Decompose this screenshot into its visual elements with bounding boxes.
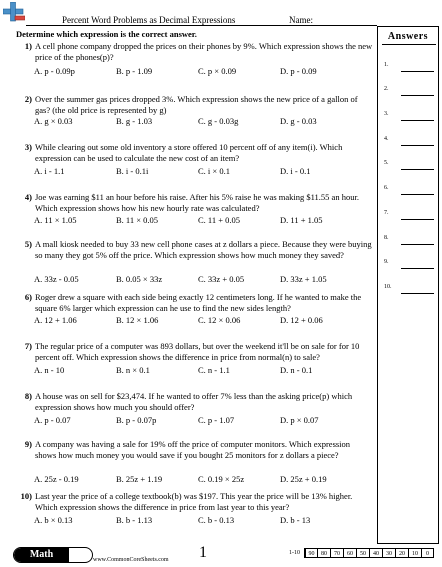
- answer-blank[interactable]: [401, 293, 434, 294]
- answers-panel: [377, 26, 439, 544]
- subject-label: Math: [14, 548, 69, 562]
- score-cell: 0: [422, 548, 434, 558]
- question-number: 5): [24, 239, 32, 249]
- name-label: Name:: [289, 15, 313, 25]
- answer-number: 6.: [384, 185, 389, 191]
- answers-title-divider: [382, 44, 436, 45]
- answer-options: [34, 166, 374, 177]
- option-b[interactable]: B. n × 0.1: [116, 365, 150, 375]
- option-d[interactable]: D. 11 + 1.05: [280, 215, 323, 225]
- answer-options: [34, 116, 374, 127]
- question-number: 10): [20, 491, 32, 501]
- worksheet-title: Percent Word Problems as Decimal Expressions: [62, 15, 236, 25]
- question-text: While clearing out some old inventory a store offered 10 percent off of any item(i). Which expression can be used to calculate the new cost of an item?: [35, 142, 343, 163]
- option-a[interactable]: A. n - 10: [34, 365, 65, 375]
- answer-blank[interactable]: [401, 95, 434, 96]
- question-text: Last year the price of a college textbook(b) was $197. This year the price will be 13% higher. Which expression shows the difference in price from last year to this year?: [35, 491, 353, 512]
- plus-minus-logo-icon: [3, 2, 25, 22]
- score-cell: 30: [383, 548, 396, 558]
- option-c[interactable]: C. b - 0.13: [198, 515, 235, 525]
- option-b[interactable]: B. 11 × 0.05: [116, 215, 159, 225]
- question-number: 7): [24, 341, 32, 351]
- answer-options: [34, 215, 374, 226]
- option-b[interactable]: B. 25z + 1.19: [116, 474, 163, 484]
- score-cell: 60: [344, 548, 357, 558]
- option-d[interactable]: D. p - 0.09: [280, 66, 317, 76]
- instructions: Determine which expression is the correct answer.: [16, 29, 197, 39]
- answers-title: Answers: [387, 31, 429, 42]
- answer-blank[interactable]: [401, 120, 434, 121]
- answer-line-8[interactable]: [384, 235, 436, 246]
- answer-number: 4.: [384, 136, 389, 142]
- option-d[interactable]: D. p × 0.07: [280, 415, 319, 425]
- answer-line-9[interactable]: [384, 259, 436, 270]
- question-text: Joe was earning $11 an hour before his raise. After his 5% raise he was making $11.55 an hour. Which expression shows how his new hourly rate was calculated?: [35, 192, 359, 213]
- answer-blank[interactable]: [401, 145, 434, 146]
- answer-line-5[interactable]: [384, 160, 436, 171]
- option-d[interactable]: D. b - 13: [280, 515, 311, 525]
- option-a[interactable]: A. b × 0.13: [34, 515, 73, 525]
- option-b[interactable]: B. 12 × 1.06: [116, 315, 159, 325]
- score-cell: 40: [370, 548, 383, 558]
- option-d[interactable]: D. g - 0.03: [280, 116, 317, 126]
- question-number: 6): [24, 292, 32, 302]
- score-cell: 90: [305, 548, 318, 558]
- option-c[interactable]: C. n - 1.1: [198, 365, 230, 375]
- answer-number: 9.: [384, 259, 389, 265]
- option-a[interactable]: A. 11 × 1.05: [34, 215, 77, 225]
- option-b[interactable]: B. g - 1.03: [116, 116, 153, 126]
- option-a[interactable]: A. p - 0.09p: [34, 66, 75, 76]
- option-d[interactable]: D. 25z + 0.19: [280, 474, 327, 484]
- option-d[interactable]: D. n - 0.1: [280, 365, 313, 375]
- subject-badge: [13, 547, 93, 563]
- answer-number: 3.: [384, 111, 389, 117]
- question-number: 8): [24, 391, 32, 401]
- score-range: 1-10: [285, 548, 305, 558]
- answer-blank[interactable]: [401, 268, 434, 269]
- answer-number: 10.: [384, 284, 392, 290]
- option-a[interactable]: A. p - 0.07: [34, 415, 71, 425]
- answer-line-2[interactable]: [384, 86, 436, 97]
- answer-number: 2.: [384, 86, 389, 92]
- answer-line-1[interactable]: [384, 62, 436, 73]
- option-c[interactable]: C. p - 1.07: [198, 415, 235, 425]
- question-text: Over the summer gas prices dropped 3%. Which expression shows the new price of a gallon of gas? (the old price is represented by g): [35, 94, 358, 115]
- option-c[interactable]: C. 11 + 0.05: [198, 215, 241, 225]
- answer-options: [34, 415, 374, 426]
- answer-line-3[interactable]: [384, 111, 436, 122]
- answer-number: 5.: [384, 160, 389, 166]
- option-d[interactable]: D. 12 + 0.06: [280, 315, 323, 325]
- option-b[interactable]: B. p - 0.07p: [116, 415, 157, 425]
- question-number: 9): [24, 439, 32, 449]
- header-divider: [26, 25, 377, 26]
- option-a[interactable]: A. i - 1.1: [34, 166, 65, 176]
- answer-options: [34, 315, 374, 326]
- score-cell: 80: [318, 548, 331, 558]
- answer-line-7[interactable]: [384, 210, 436, 221]
- answer-blank[interactable]: [401, 219, 434, 220]
- question-text: A house was on sell for $23,474. If he wanted to offer 7% less than the asking price(p) which expression shows how much you should offer?: [35, 391, 353, 412]
- website-label[interactable]: www.CommonCoreSheets.com: [93, 557, 169, 563]
- question-text: The regular price of a computer was 893 dollars, but over the weekend it'll be on sale for for 10 percent off. Which expression shows the difference in price from normal(n) to sale?: [35, 341, 360, 362]
- option-b[interactable]: B. p - 1.09: [116, 66, 153, 76]
- answer-line-4[interactable]: [384, 136, 436, 147]
- answer-options: [34, 365, 374, 376]
- answer-blank[interactable]: [401, 194, 434, 195]
- answer-options: [34, 515, 374, 526]
- answer-blank[interactable]: [401, 71, 434, 72]
- answer-options: [34, 274, 374, 285]
- option-c[interactable]: C. i × 0.1: [198, 166, 230, 176]
- question-number: 3): [24, 142, 32, 152]
- answer-options: [34, 66, 374, 77]
- question-number: 4): [24, 192, 32, 202]
- option-c[interactable]: C. g - 0.03g: [198, 116, 239, 126]
- option-b[interactable]: B. i - 0.1i: [116, 166, 149, 176]
- question-number: 2): [24, 94, 32, 104]
- option-c[interactable]: C. 12 × 0.06: [198, 315, 241, 325]
- option-a[interactable]: A. 12 + 1.06: [34, 315, 77, 325]
- option-d[interactable]: D. i - 0.1: [280, 166, 311, 176]
- option-a[interactable]: A. g × 0.03: [34, 116, 73, 126]
- answer-line-10[interactable]: [384, 284, 436, 295]
- score-cell: 20: [396, 548, 409, 558]
- option-c[interactable]: C. 33z + 0.05: [198, 274, 245, 284]
- option-a[interactable]: A. 33z - 0.05: [34, 274, 79, 284]
- option-c[interactable]: C. p × 0.09: [198, 66, 237, 76]
- option-b[interactable]: B. b - 1.13: [116, 515, 153, 525]
- question-text: A mall kiosk needed to buy 33 new cell phone cases at z dollars a piece. Because they were buying so many they got 5% off the price. Which expression shows how much money they saved?: [35, 239, 372, 260]
- question-text: A company was having a sale for 19% off the price of computer monitors. Which expression shows how much money you would save if you bought 25 monitors for z dollars a piece?: [35, 439, 351, 460]
- answer-options: [34, 474, 374, 485]
- answer-blank[interactable]: [401, 244, 434, 245]
- page-number: 1: [199, 544, 207, 561]
- option-b[interactable]: B. 0.05 × 33z: [116, 274, 163, 284]
- option-c[interactable]: C. 0.19 × 25z: [198, 474, 245, 484]
- option-a[interactable]: A. 25z - 0.19: [34, 474, 79, 484]
- answer-number: 7.: [384, 210, 389, 216]
- answer-number: 1.: [384, 62, 389, 68]
- question-text: A cell phone company dropped the prices on their phones by 9%. Which expression shows the new price of the phones(p)?: [35, 41, 373, 62]
- question-text: Roger drew a square with each side being exactly 12 centimeters long. If he wanted to make the square 6% larger which expression can he use to find the new sides length?: [35, 292, 362, 313]
- score-cell: 50: [357, 548, 370, 558]
- option-d[interactable]: D. 33z + 1.05: [280, 274, 327, 284]
- score-cell: 10: [409, 548, 422, 558]
- score-cell: 70: [331, 548, 344, 558]
- answer-number: 8.: [384, 235, 389, 241]
- question-number: 1): [24, 41, 32, 51]
- answer-line-6[interactable]: [384, 185, 436, 196]
- answer-blank[interactable]: [401, 169, 434, 170]
